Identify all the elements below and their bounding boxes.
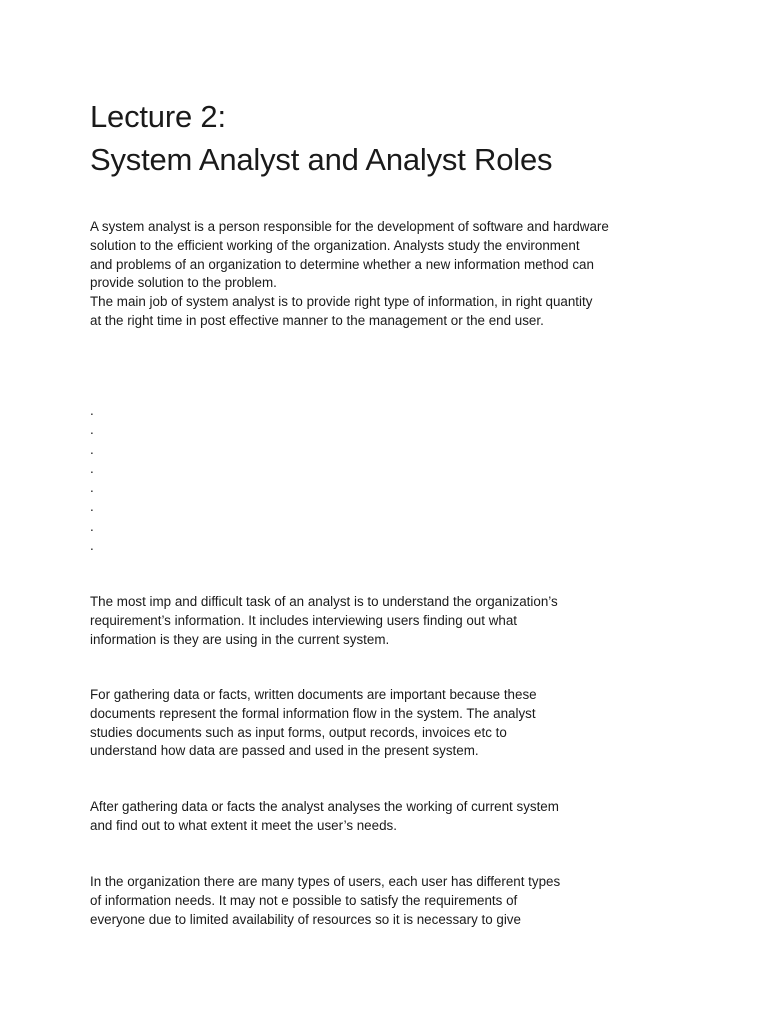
analysis-paragraph: After gathering data or facts the analyst analyses the working of current system and find out to what extent it meet the user’s needs. <box>90 799 559 833</box>
lecture-title: Lecture 2: <box>90 99 226 134</box>
bullet-item: . <box>90 441 94 457</box>
bullet-item: . <box>90 518 94 534</box>
intro-paragraph: A system analyst is a person responsible for the development of software and hardware solution to the efficient working of the organization. Analysts study the environment and problems of an organization to determine whether a new information method can provide solution to the problem. The main job of system analyst is to provide right type of information, in right quantity at the right time in post effective manner to the management or the end user. <box>90 219 609 328</box>
lecture-subtitle: System Analyst and Analyst Roles <box>90 142 553 177</box>
bullet-item: . <box>90 538 94 554</box>
documents-paragraph: For gathering data or facts, written documents are important because these documents represent the formal information flow in the system. The analyst studies documents such as input forms, output records, invoices etc to understand how data are passed and used in the present system. <box>90 687 537 759</box>
task-paragraph: The most imp and difficult task of an analyst is to understand the organization’s requirement’s information. It includes interviewing users finding out what information is they are using in the current system. <box>90 594 558 647</box>
users-paragraph: In the organization there are many types of users, each user has different types of information needs. It may not e possible to satisfy the requirements of everyone due to limited availability of resources so it is necessary to give <box>90 874 561 927</box>
bullet-list <box>90 401 94 555</box>
bullet-item: . <box>90 480 94 496</box>
bullet-item: . <box>90 499 94 515</box>
bullet-item: . <box>90 460 94 476</box>
bullet-item: . <box>90 422 94 438</box>
bullet-item: . <box>90 403 94 418</box>
